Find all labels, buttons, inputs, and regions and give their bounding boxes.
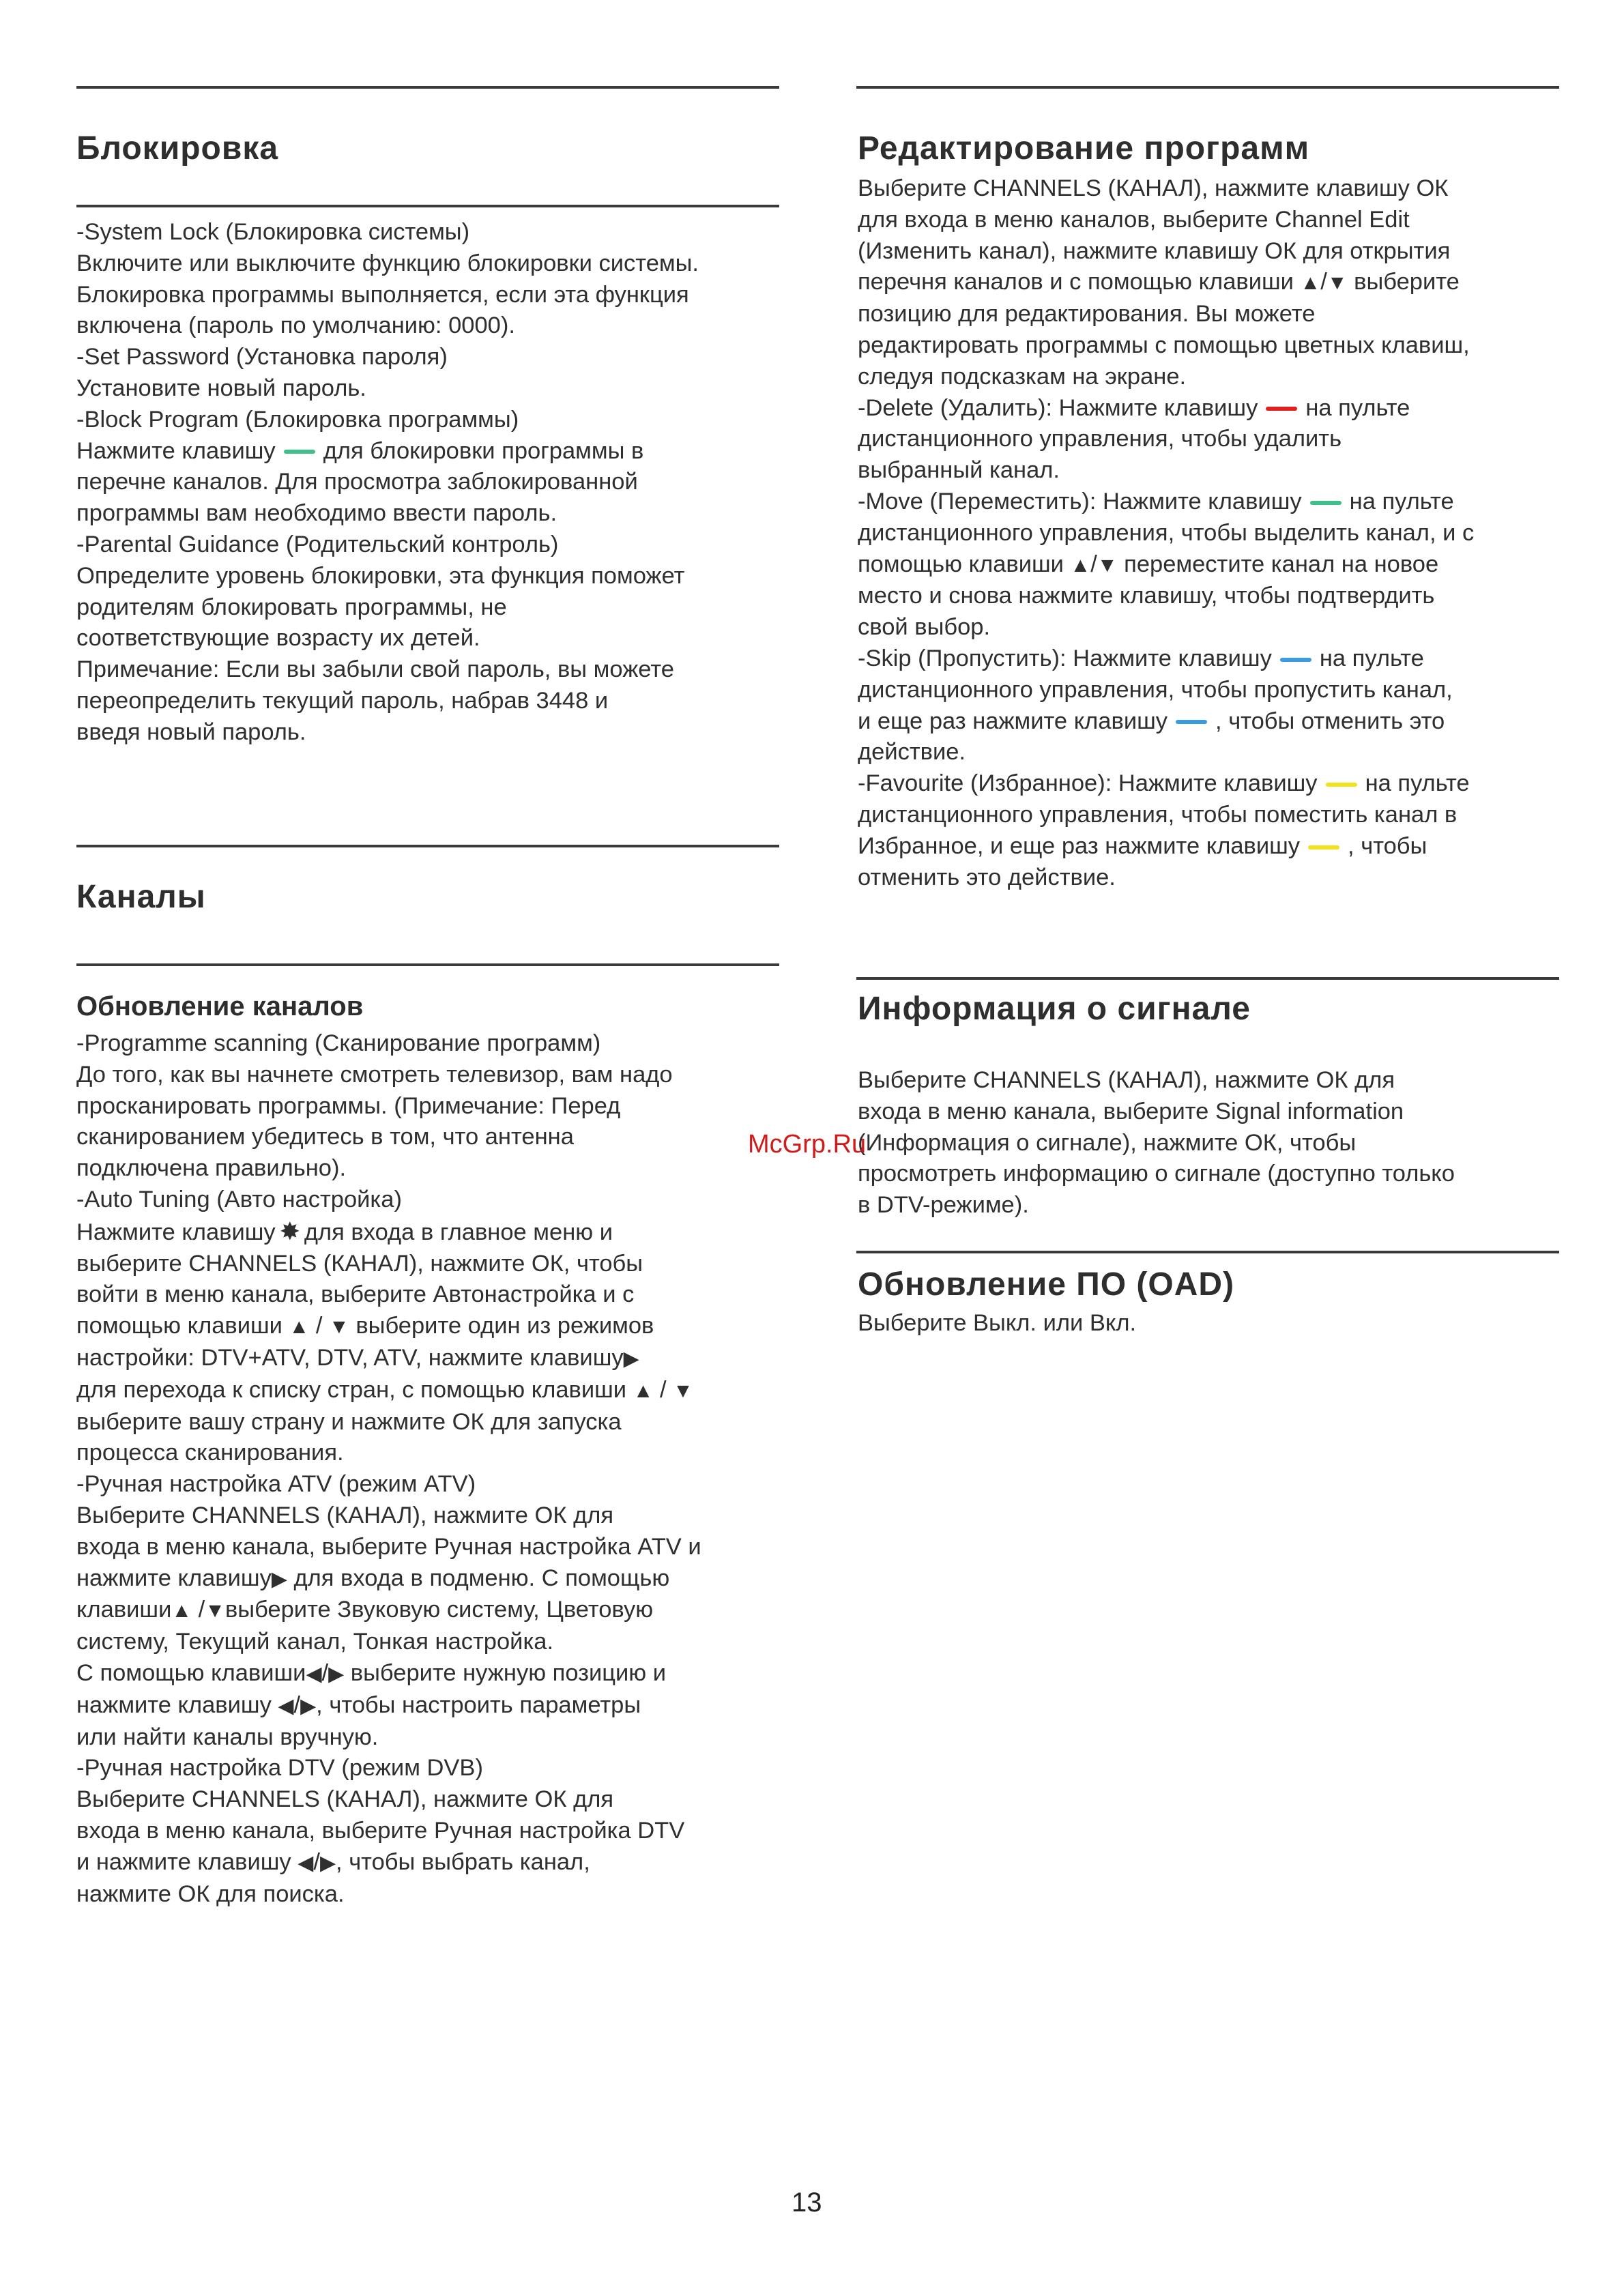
arrow-left-icon: ◀ (306, 1662, 322, 1685)
text-fragment: , чтобы настроить параметры (316, 1691, 641, 1718)
section-title-lock: Блокировка (76, 130, 279, 166)
text-line: дистанционного управления, чтобы выделить канал, и с (858, 519, 1475, 546)
text-line: -System Lock (Блокировка системы) (76, 219, 470, 245)
text-line (76, 1343, 800, 1375)
text-line: введя новый пароль. (76, 718, 306, 745)
text-line: входа в меню канала, выберите Ручная настройка DTV (76, 1817, 685, 1844)
text-line: процесса сканирования. (76, 1440, 344, 1466)
text-line: переопределить текущий пароль, набрав 3448 и (76, 687, 609, 714)
text-fragment: и еще раз нажмите клавишу (858, 708, 1168, 734)
text-line: свой выбор. (858, 614, 991, 641)
text-line: редактировать программы с помощью цветных клавиш, (858, 332, 1470, 358)
text-fragment: помощью клавиши (858, 551, 1064, 577)
arrow-right-icon: ▶ (328, 1662, 345, 1685)
blue-key-icon (1176, 720, 1207, 724)
text-line: С помощью клавиши◀/▶ выберите нужную позицию и (76, 1658, 800, 1690)
edit-text (858, 173, 1595, 893)
text-fragment: для входа в подменю. С помощью (293, 1565, 670, 1591)
text-fragment: Избранное, и еще раз нажмите клавишу (858, 832, 1301, 859)
text-line: Определите уровень блокировки, эта функция поможет (76, 562, 685, 589)
text-fragment: -Delete (Удалить): Нажмите клавишу (858, 394, 1258, 421)
text-fragment: на пульте (1319, 645, 1424, 671)
arrow-up-icon: ▲ (1070, 553, 1091, 577)
text-line: дистанционного управления, чтобы удалить (858, 426, 1342, 452)
rule-signal (856, 977, 1559, 980)
text-line (858, 706, 1595, 738)
watermark: McGrp.Ru (748, 1130, 867, 1159)
text-fragment: выберите один из режимов (356, 1313, 654, 1339)
text-fragment: выберите (1354, 269, 1460, 295)
arrow-up-icon: ▲ (633, 1379, 654, 1402)
section-title-oad: Обновление ПО (OAD) (858, 1266, 1235, 1303)
text-line: (Информация о сигнале), нажмите ОК, чтобы (858, 1129, 1357, 1156)
text-fragment: Нажмите клавишу (76, 1219, 276, 1245)
text-fragment: и нажмите клавишу (76, 1848, 291, 1875)
text-fragment: , чтобы отменить это (1215, 708, 1445, 734)
text-line: войти в меню канала, выберите Автонастройка и с (76, 1281, 635, 1308)
rule-lock (76, 205, 779, 207)
text-line: систему, Текущий канал, Тонкая настройка. (76, 1629, 554, 1655)
arrow-down-icon: ▼ (673, 1379, 693, 1402)
section-title-signal: Информация о сигнале (858, 991, 1251, 1027)
page-number: 13 (792, 2188, 822, 2218)
text-line: Выберите CHANNELS (КАНАЛ), нажмите ОК для (76, 1502, 614, 1528)
arrow-down-icon: ▼ (329, 1316, 349, 1339)
text-fragment: помощью клавиши (76, 1313, 282, 1339)
text-fragment: настройки: DTV+ATV, DTV, ATV, нажмите клавишу (76, 1344, 624, 1371)
green-key-icon (284, 450, 315, 454)
text-fragment: переместите канал на новое (1124, 551, 1439, 577)
arrow-up-icon: ▲ (289, 1316, 310, 1339)
text-line (76, 436, 786, 467)
text-line: подключена правильно). (76, 1155, 347, 1182)
gear-icon: ✸ (279, 1217, 300, 1245)
text-line: -Set Password (Установка пароля) (76, 344, 448, 370)
text-line: место и снова нажмите клавишу, чтобы подтвердить (858, 583, 1435, 609)
rule-oad (856, 1251, 1559, 1253)
text-line: Блокировка программы выполняется, если эта функция (76, 281, 689, 308)
text-line: Выберите CHANNELS (КАНАЛ), нажмите ОК для (76, 1786, 614, 1813)
text-fragment: , чтобы (1348, 832, 1427, 859)
text-fragment: -Move (Переместить): Нажмите клавишу (858, 488, 1302, 514)
text-line: входа в меню канала, выберите Signal information (858, 1098, 1404, 1124)
arrow-right-icon: ▶ (623, 1347, 639, 1370)
rule-channels (76, 963, 779, 966)
lock-text (76, 217, 786, 749)
text-line: Выберите CHANNELS (КАНАЛ), нажмите ОК для (858, 1067, 1395, 1093)
text-line: -Auto Tuning (Авто настройка) (76, 1186, 402, 1212)
text-line: включена (пароль по умолчанию: 0000). (76, 313, 515, 339)
text-line: Выберите Выкл. или Вкл. (858, 1310, 1137, 1336)
text-line: Примечание: Если вы забыли свой пароль, вы можете (76, 656, 674, 683)
rule-top-right (856, 86, 1559, 89)
subsection-title-channel-update: Обновление каналов (76, 991, 364, 1021)
text-fragment: -Skip (Пропустить): Нажмите клавишу (858, 645, 1272, 671)
text-fragment: для перехода к списку стран, с помощью клавиши (76, 1376, 627, 1403)
text-line: перечне каналов. Для просмотра заблокированной (76, 469, 638, 495)
oad-text (858, 1308, 1595, 1339)
arrow-left-icon: ◀ (298, 1851, 314, 1874)
text-line: сканированием убедитесь в том, что антенна (76, 1124, 574, 1150)
text-line (76, 1216, 800, 1249)
channels-text (76, 1028, 800, 1910)
arrow-right-icon: ▶ (319, 1851, 336, 1874)
text-line: До того, как вы начнете смотреть телевизор, вам надо (76, 1061, 673, 1088)
text-line: просмотреть информацию о сигнале (доступно только (858, 1161, 1455, 1187)
text-line: для входа в меню каналов, выберите Channel Edit (858, 206, 1410, 233)
text-line: (Изменить канал), нажмите клавишу ОК для открытия (858, 237, 1451, 264)
text-line: действие. (858, 739, 966, 766)
blue-key-icon (1280, 658, 1311, 662)
text-line: помощью клавиши ▲/▼ переместите канал на новое (858, 549, 1595, 581)
text-fragment: на пульте (1305, 394, 1410, 421)
text-line: дистанционного управления, чтобы поместить канал в (858, 801, 1458, 828)
text-fragment: выберите Звуковую систему, Цветовую (224, 1597, 654, 1623)
text-line (858, 643, 1595, 675)
text-line: -Parental Guidance (Родительский контроль) (76, 531, 559, 557)
text-line (858, 486, 1595, 518)
text-fragment: выберите нужную позицию и (350, 1659, 666, 1686)
text-line: или найти каналы вручную. (76, 1724, 379, 1750)
green-key-icon (1310, 501, 1342, 505)
text-line: -Ручная настройка DTV (режим DVB) (76, 1755, 483, 1782)
text-line: следуя подсказкам на экране. (858, 363, 1187, 390)
text-line: родителям блокировать программы, не (76, 594, 507, 620)
text-line: для перехода к списку стран, с помощью клавиши ▲ / ▼ (76, 1375, 800, 1407)
text-line: перечня каналов и с помощью клавиши ▲/▼ выберите (858, 267, 1595, 299)
text-fragment: на пульте (1349, 488, 1454, 514)
text-fragment: на пульте (1365, 770, 1470, 797)
text-line: Выберите CHANNELS (КАНАЛ), нажмите клавишу ОК (858, 175, 1449, 201)
text-fragment: С помощью клавиши (76, 1659, 306, 1686)
text-line: выберите CHANNELS (КАНАЛ), нажмите ОК, чтобы (76, 1250, 643, 1277)
section-title-channels: Каналы (76, 879, 206, 915)
text-line: Установите новый пароль. (76, 375, 366, 401)
text-line: позицию для редактирования. Вы можете (858, 301, 1316, 328)
text-fragment: клавиши (76, 1597, 172, 1623)
text-fragment: Нажмите клавишу (76, 437, 276, 464)
text-line: соответствующие возрасту их детей. (76, 625, 480, 652)
yellow-key-icon (1308, 845, 1339, 849)
text-line: Включите или выключите функцию блокировки системы. (76, 250, 699, 276)
rule-top-left (76, 86, 779, 89)
arrow-right-icon: ▶ (271, 1567, 287, 1590)
arrow-up-icon: ▲ (171, 1599, 192, 1623)
section-title-edit: Редактирование программ (858, 130, 1310, 166)
arrow-right-icon: ▶ (300, 1694, 317, 1717)
arrow-down-icon: ▼ (1326, 272, 1348, 295)
text-line: в DTV-режиме). (858, 1192, 1029, 1219)
text-line: и нажмите клавишу ◀/▶, чтобы выбрать канал, (76, 1847, 800, 1879)
text-line: -Ручная настройка ATV (режим ATV) (76, 1471, 476, 1498)
text-fragment: для блокировки программы в (323, 437, 644, 464)
arrow-left-icon: ◀ (278, 1694, 294, 1717)
text-line: нажмите ОК для поиска. (76, 1880, 345, 1907)
arrow-up-icon: ▲ (1300, 272, 1321, 295)
text-line: просканировать программы. (Примечание: Перед (76, 1092, 621, 1119)
text-line: -Block Program (Блокировка программы) (76, 406, 519, 433)
text-line: отменить это действие. (858, 864, 1116, 890)
text-line: входа в меню канала, выберите Ручная настройка ATV и (76, 1533, 701, 1560)
text-line: дистанционного управления, чтобы пропустить канал, (858, 676, 1453, 703)
text-line (858, 393, 1595, 424)
text-fragment: перечня каналов и с помощью клавиши (858, 269, 1294, 295)
yellow-key-icon (1326, 783, 1357, 787)
text-fragment: нажмите клавишу (76, 1691, 272, 1718)
arrow-down-icon: ▼ (205, 1599, 225, 1623)
red-key-icon (1266, 407, 1297, 411)
signal-text (858, 1065, 1595, 1221)
text-line: выбранный канал. (858, 457, 1060, 484)
text-line: программы вам необходимо ввести пароль. (76, 500, 557, 527)
text-fragment: , чтобы выбрать канал, (336, 1848, 590, 1875)
text-fragment: для входа в главное меню и (304, 1219, 613, 1245)
text-line: нажмите клавишу ◀/▶, чтобы настроить параметры (76, 1690, 800, 1722)
rule-channels-top (76, 845, 779, 847)
text-line: помощью клавиши ▲ / ▼ выберите один из режимов (76, 1311, 800, 1343)
text-line: -Programme scanning (Сканирование программ) (76, 1030, 601, 1056)
text-line: клавиши▲ /▼выберите Звуковую систему, Цветовую (76, 1595, 800, 1627)
text-line (76, 1563, 800, 1595)
text-fragment: нажмите клавишу (76, 1565, 272, 1591)
text-line: выберите вашу страну и нажмите ОК для запуска (76, 1408, 622, 1435)
text-line (858, 768, 1595, 800)
arrow-down-icon: ▼ (1097, 553, 1118, 577)
text-fragment: -Favourite (Избранное): Нажмите клавишу (858, 770, 1318, 797)
text-line (858, 831, 1595, 862)
